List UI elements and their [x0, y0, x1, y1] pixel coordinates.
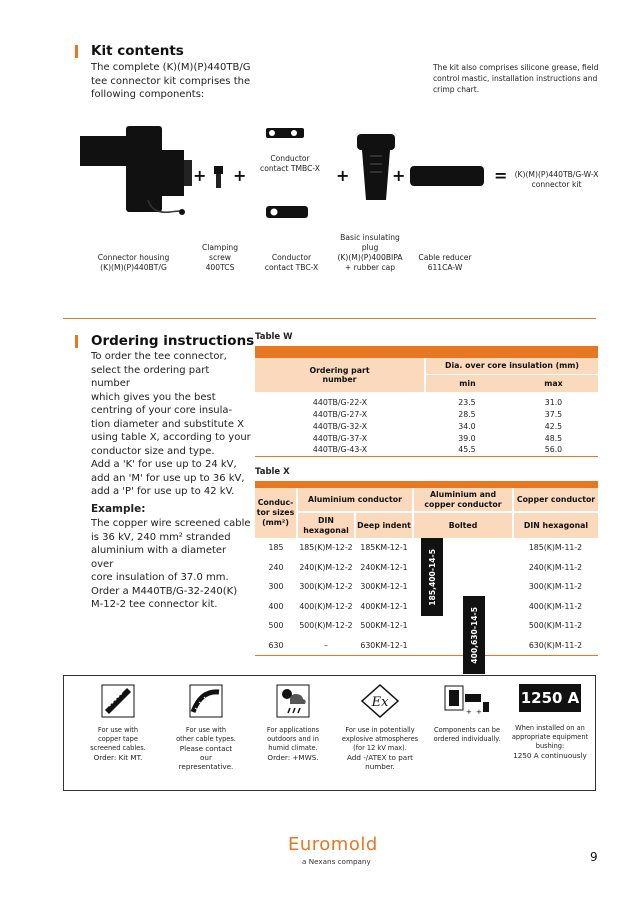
- copper-tape-icon: [101, 684, 135, 718]
- kit-title: Kit contents: [91, 43, 184, 59]
- example-text: The copper wire screened cable is 36 kV, 240 mm² stranded aluminium with a diameter over core insulation of 37.0 mm. Order a M440TB/G-32-240(K) M-12-2 tee connector kit.: [91, 518, 251, 610]
- insulating-plug-image: [357, 134, 395, 200]
- table-header: Conduc-tor sizes (mm²): [256, 498, 295, 527]
- table-header: Ordering part number: [309, 366, 370, 384]
- part-number-cell: 440TB/G-27-X: [312, 409, 368, 419]
- table-row: 440TB/G-43-X 45.5 56.0: [255, 444, 598, 456]
- tbc-contact-image: [266, 206, 308, 218]
- table-header: Copper conductor: [513, 488, 598, 512]
- table-row: 440TB/G-22-X 23.5 31.0: [255, 396, 598, 408]
- table-row: 630 – 630KM-12-1 630(K)M-11-2: [255, 636, 598, 656]
- component-label: Connector housing (K)(M)(P)440BT/G: [97, 253, 170, 272]
- svg-text:Ex: Ex: [371, 695, 389, 710]
- component-label: Basic insulating plug (K)(M)(P)400BIPA + rubber cap: [337, 233, 403, 272]
- section-divider: [63, 318, 596, 319]
- section-marker: [75, 335, 78, 348]
- svg-text:+: +: [476, 708, 482, 716]
- atex-icon: [361, 684, 399, 718]
- bolted-band-b: 400,630-14-5: [463, 596, 485, 674]
- option-current-rating: 1250 A When installed on an appropriate equipment bushing: 1250 A continuously: [505, 684, 595, 760]
- part-number-cell: 440TB/G-32-X: [312, 421, 368, 431]
- table-row: 440TB/G-27-X 28.5 37.5: [255, 408, 598, 420]
- table-w: [255, 346, 598, 457]
- tmbc-label: Conductor contact TMBC-X: [260, 154, 320, 173]
- table-w-caption: Table W: [255, 332, 293, 342]
- result-label: (K)(M)(P)440TB/G-W-X connector kit: [514, 170, 599, 189]
- equals-sign: =: [494, 166, 508, 185]
- brand-logo: Euromold: [288, 834, 378, 855]
- table-header: Aluminium and copper conductor: [413, 488, 513, 512]
- tmbc-contact-image: [266, 128, 304, 138]
- table-row: 240 240(K)M-12-2 240KM-12-1 240(K)M-11-2: [268, 562, 583, 572]
- plus-sign: +: [233, 166, 247, 185]
- option-components: + + Components can be ordered individually.: [427, 684, 507, 744]
- svg-text:+: +: [466, 708, 472, 716]
- table-header: max: [509, 374, 598, 392]
- plus-sign: +: [336, 166, 350, 185]
- table-row: 440TB/G-37-X 39.0 48.5: [255, 432, 598, 444]
- table-x-caption: Table X: [255, 467, 290, 477]
- table-header: DIN hexagonal: [297, 512, 355, 538]
- brand-tagline: a Nexans company: [302, 857, 371, 866]
- example-title: Example:: [91, 503, 146, 515]
- bolted-band-a: 185,400-14-5: [421, 538, 443, 616]
- cable-reducer-image: [410, 166, 484, 186]
- table-header: min: [425, 374, 509, 392]
- table-header: Bolted: [413, 512, 513, 538]
- table-row: 440TB/G-32-X 34.0 42.5: [255, 420, 598, 432]
- current-rating-icon: 1250 A: [519, 684, 581, 712]
- weather-icon: [276, 684, 310, 718]
- kit-side-note: The kit also comprises silicone grease, field control mastic, installation instructions and crimp chart.: [433, 63, 599, 94]
- components-icon: [443, 684, 491, 718]
- table-header: Aluminium conductor: [297, 488, 413, 512]
- option-cable-types: For use with other cable types. Please contact our representative.: [166, 684, 246, 771]
- table-row: 300 300(K)M-12-2 300KM-12-1 300(K)M-11-2: [268, 582, 583, 592]
- part-number-cell: 440TB/G-22-X: [312, 397, 368, 407]
- component-label: Conductor contact TBC-X: [264, 253, 319, 272]
- table-row: 400 400(K)M-12-2 400KM-12-1 400(K)M-11-2: [268, 601, 583, 611]
- component-label: Clamping screw 400TCS: [201, 243, 239, 272]
- table-x: [255, 481, 598, 664]
- table-header: DIN hexagonal: [513, 512, 598, 538]
- table-row: 500 500(K)M-12-2 500KM-12-1 500(K)M-11-2: [268, 621, 583, 631]
- part-number-cell: 440TB/G-43-X: [312, 445, 368, 455]
- table-header: Dia. over core insulation (mm): [425, 358, 598, 374]
- option-copper-tape: For use with copper tape screened cables. Order: Kit MT.: [78, 684, 158, 762]
- table-row: 185 185(K)M-12-2 185KM-12-1 185,400-14-5 400,630-14-5 185(K)M-11-2: [255, 538, 598, 558]
- clamping-screw-image: [214, 166, 223, 188]
- component-label: Cable reducer 611CA-W: [418, 253, 472, 272]
- kit-intro: The complete (K)(M)(P)440TB/G tee connector kit comprises the following components:: [91, 62, 251, 100]
- plus-sign: +: [193, 166, 207, 185]
- cable-types-icon: [189, 684, 223, 718]
- part-number-cell: 440TB/G-37-X: [312, 433, 368, 443]
- option-weather: For applications outdoors and in humid climate. Order: +MWS.: [253, 684, 333, 762]
- option-atex: Ex For use in potentially explosive atmospheres (for 12 kV max). Add -/ATEX to part number.: [340, 684, 420, 771]
- connector-housing-image: [80, 126, 192, 215]
- ordering-text: To order the tee connector, select the ordering part number which gives you the best centring of your core insula- tion diameter and substitute X using table X, according to your conductor size and type. Add a 'K' for use up to 24 kV, add an 'M' for use up to 36 kV, add a 'P' for use up to 42 kV.: [91, 351, 251, 497]
- section-marker: [75, 45, 78, 58]
- table-header: Deep indent: [355, 512, 413, 538]
- plus-sign: +: [392, 166, 406, 185]
- page-number: 9: [590, 850, 598, 864]
- ordering-title: Ordering instructions: [91, 333, 255, 349]
